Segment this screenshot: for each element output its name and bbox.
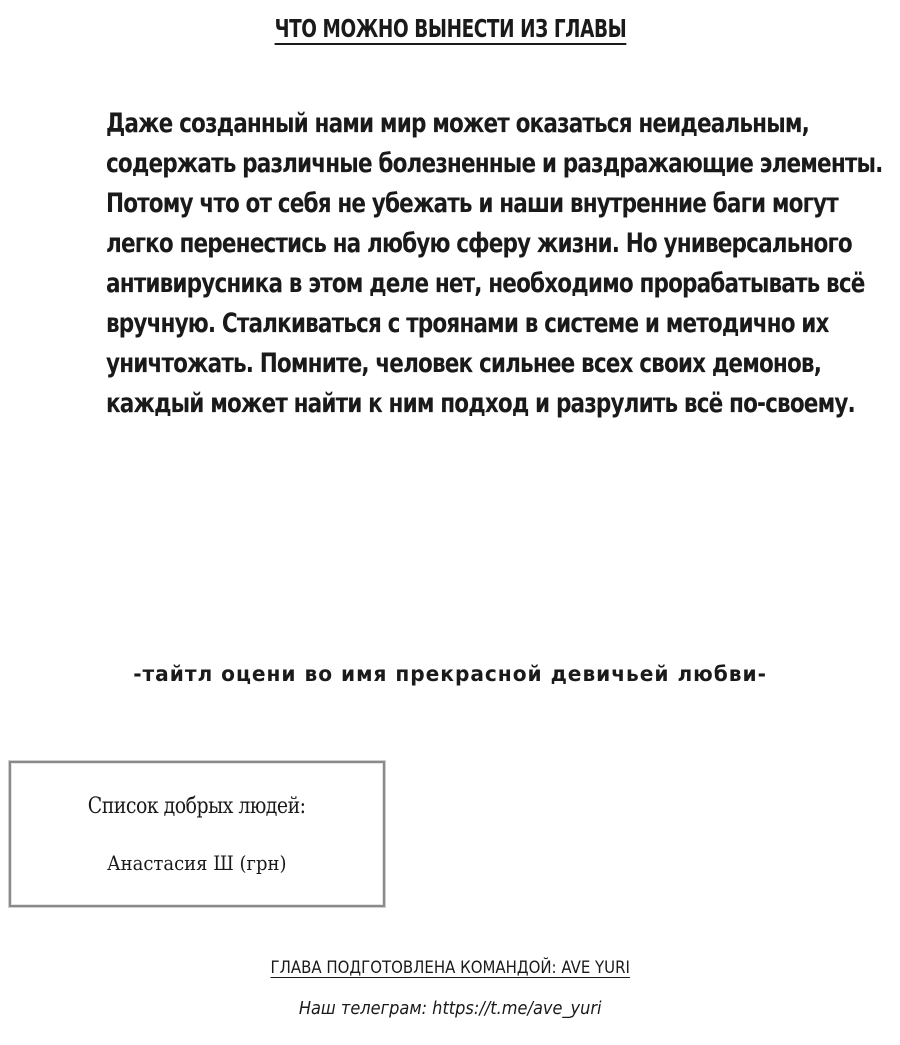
chapter-takeaway-heading — [0, 14, 900, 43]
telegram-link[interactable] — [0, 998, 900, 1019]
paragraph-line: легко перенестись на любую сферу жизни. Но универсального — [106, 228, 852, 259]
team-credit — [0, 958, 900, 978]
paragraph-line: антивирусника в этом деле нет, необходимо прорабатывать всё — [106, 268, 865, 299]
supporter-name: Анастасия Ш (грн) — [107, 851, 287, 875]
heading-text: ЧТО МОЖНО ВЫНЕСТИ ИЗ ГЛАВЫ — [274, 14, 626, 43]
slogan-text: -тайтл оцени во имя прекрасной девичьей любви- — [133, 662, 767, 686]
paragraph-line: Даже созданный нами мир может оказаться неидеальным, — [106, 108, 809, 139]
paragraph-line: содержать различные болезненные и раздражающие элементы. — [106, 148, 883, 179]
supporters-box — [9, 761, 385, 907]
paragraph-line: Потому что от себя не убежать и наши внутренние баги могут — [106, 188, 838, 219]
telegram-link-text: Наш телеграм: https://t.me/ave_yuri — [298, 998, 602, 1019]
rating-slogan — [0, 662, 900, 686]
supporters-title: Список добрых людей: — [88, 794, 306, 819]
paragraph-line: каждый может найти к ним подход и разрулить всё по-своему. — [106, 388, 855, 419]
team-credit-text: ГЛАВА ПОДГОТОВЛЕНА КОМАНДОЙ: AVE YURI — [270, 958, 630, 978]
takeaway-paragraph — [20, 104, 883, 424]
paragraph-line: уничтожать. Помните, человек сильнее всех своих демонов, — [106, 348, 822, 379]
paragraph-line: вручную. Сталкиваться с троянами в системе и методично их — [106, 308, 829, 339]
